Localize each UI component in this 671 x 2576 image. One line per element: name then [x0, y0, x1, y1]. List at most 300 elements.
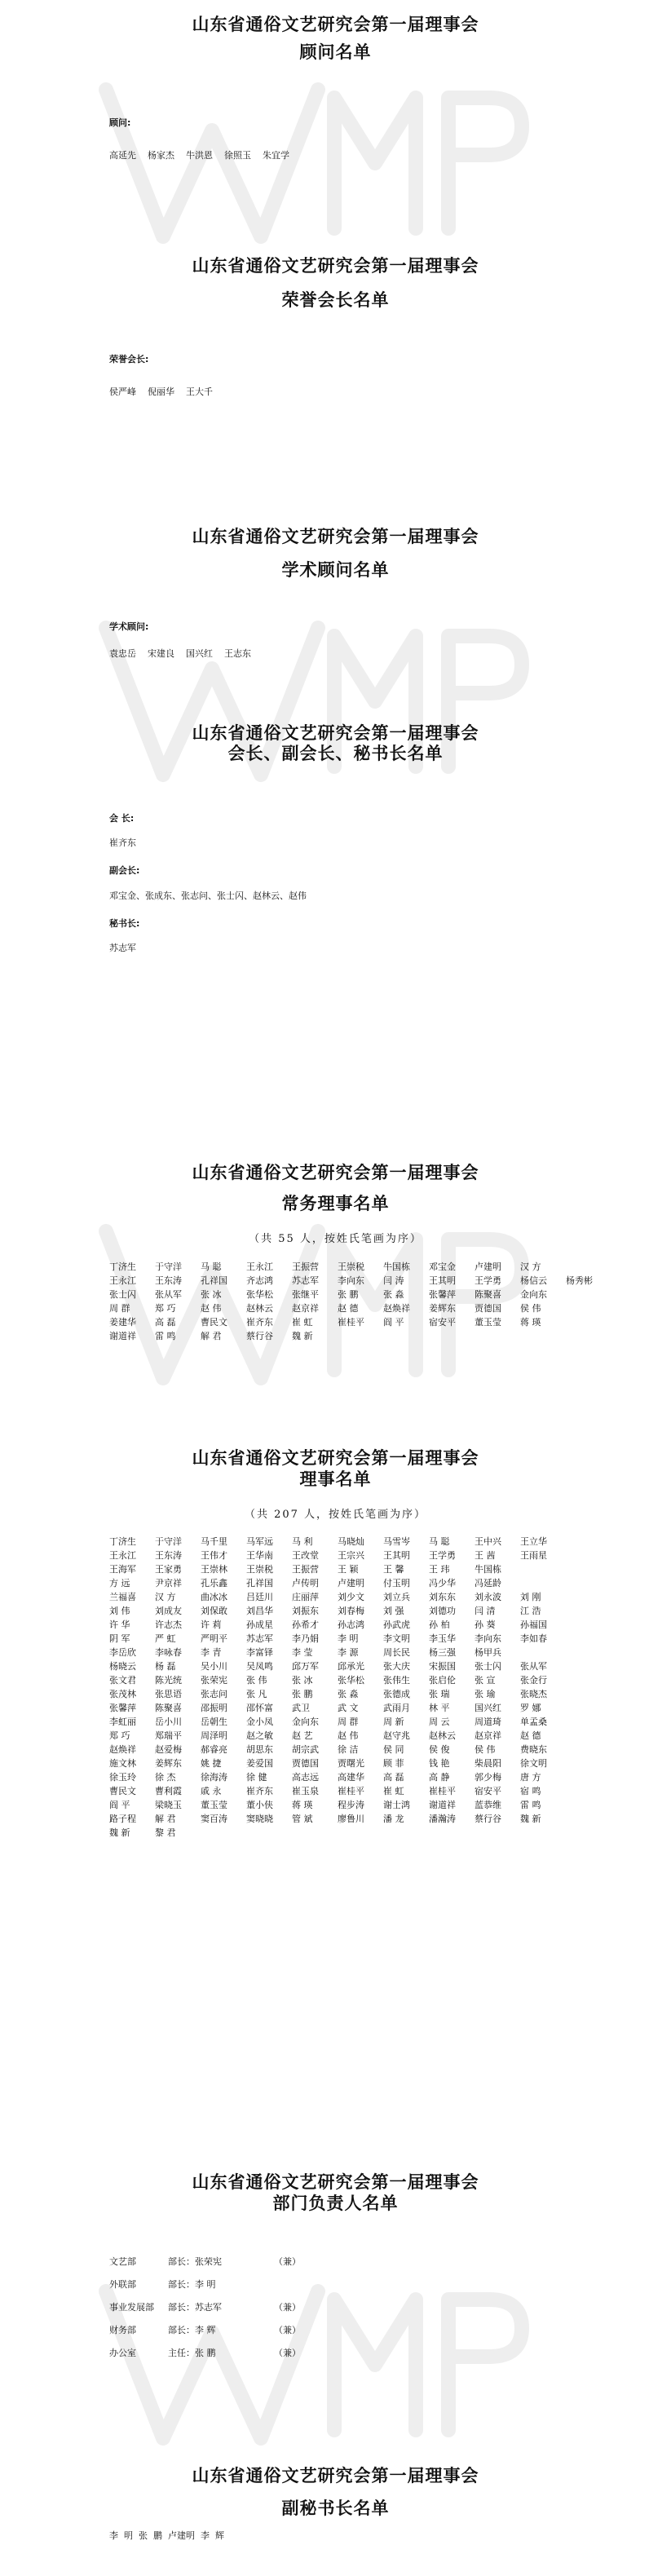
member-name: 林 平 — [429, 1703, 450, 1713]
member-name: 马 聪 — [429, 1536, 450, 1547]
member-name: 张士闪 — [109, 1289, 136, 1300]
member-name: 赵守兆 — [383, 1730, 410, 1741]
member-name: 马晓灿 — [338, 1536, 364, 1547]
member-name: 王华南 — [246, 1550, 273, 1561]
member-name: 徐 健 — [246, 1772, 267, 1783]
member-name: 岳朝生 — [201, 1717, 227, 1727]
member-name: 路子程 — [109, 1814, 136, 1824]
member-name: 罗 娜 — [520, 1703, 541, 1713]
member-name: 崔桂平 — [429, 1786, 456, 1796]
member-name: 马千里 — [201, 1536, 227, 1547]
member-name: 姜爱国 — [246, 1758, 273, 1769]
member-name: 汉 方 — [155, 1592, 176, 1602]
member-name: 吴小川 — [201, 1661, 227, 1672]
academic-names: 袁忠岳 宋建良 国兴红 王志东 — [109, 648, 251, 659]
member-name: 李咏春 — [155, 1647, 182, 1658]
member-name: 陈聚喜 — [475, 1289, 501, 1300]
member-name: 张 淼 — [383, 1289, 404, 1300]
department-note: （兼） — [274, 2256, 301, 2267]
member-name: 张启伦 — [429, 1675, 456, 1686]
member-name: 解 君 — [155, 1814, 176, 1824]
member-name: 卢建明 — [338, 1578, 364, 1588]
member-name: 江 浩 — [520, 1606, 541, 1616]
member-name: 刘 刚 — [520, 1592, 541, 1602]
member-name: 王立华 — [520, 1536, 547, 1547]
member-name: 庄丽萍 — [292, 1592, 319, 1602]
member-name: 贾德国 — [475, 1303, 501, 1314]
department-note: （兼） — [274, 2325, 301, 2335]
member-name: 王学勇 — [475, 1275, 501, 1286]
member-name: 侯 同 — [383, 1744, 404, 1755]
member-name: 高志远 — [292, 1772, 319, 1783]
name-row — [109, 1646, 566, 1659]
member-name: 金小凤 — [246, 1717, 273, 1727]
member-name: 闫 清 — [475, 1606, 496, 1616]
member-name: 杨晓云 — [109, 1661, 136, 1672]
member-name: 蔡行谷 — [246, 1331, 273, 1341]
name-row — [109, 1549, 566, 1562]
name-row — [109, 1288, 611, 1301]
member-name: 徐玉玲 — [109, 1772, 136, 1783]
member-name: 郑 巧 — [109, 1730, 130, 1741]
member-name: 牛国栋 — [475, 1564, 501, 1575]
member-name: 郭少梅 — [475, 1772, 501, 1783]
member-name: 费晓东 — [520, 1744, 547, 1755]
member-name: 陈聚喜 — [155, 1703, 182, 1713]
member-name: 张文君 — [109, 1675, 136, 1686]
member-name: 李如春 — [520, 1633, 547, 1644]
member-name: 邵怀富 — [246, 1703, 273, 1713]
member-name: 马军远 — [246, 1536, 273, 1547]
member-name: 张从军 — [155, 1289, 182, 1300]
member-name: 王家勇 — [155, 1564, 182, 1575]
member-name: 刘德功 — [429, 1606, 456, 1616]
member-name: 孙成星 — [246, 1619, 273, 1630]
member-name: 周 云 — [429, 1717, 450, 1727]
member-name: 阎 平 — [383, 1317, 404, 1328]
member-name: 王中兴 — [475, 1536, 501, 1547]
name-row — [109, 1274, 611, 1288]
honorary-title: 山东省通俗文艺研究会第一届理事会 — [192, 255, 479, 276]
member-name: 李 源 — [338, 1647, 359, 1658]
member-name: 高建华 — [338, 1772, 364, 1783]
member-name: 李虹丽 — [109, 1717, 136, 1727]
member-name: 魏 新 — [520, 1814, 541, 1824]
member-name: 魏 新 — [109, 1827, 130, 1838]
member-name: 赵之敏 — [246, 1730, 273, 1741]
member-name: 方 远 — [109, 1578, 130, 1588]
member-name: 刘 强 — [383, 1606, 404, 1616]
name-row — [109, 1535, 566, 1549]
member-name: 姜辉东 — [155, 1758, 182, 1769]
member-name: 李向东 — [338, 1275, 364, 1286]
department-head: 部长：苏志军 — [168, 2302, 222, 2313]
member-name: 赵爱梅 — [155, 1744, 182, 1755]
member-name: 吕廷川 — [246, 1592, 273, 1602]
member-name: 孙武虎 — [383, 1619, 410, 1630]
deputy-secretary-title: 山东省通俗文艺研究会第一届理事会 — [192, 2465, 479, 2485]
department-name: 文艺部 — [109, 2256, 136, 2267]
member-name: 王改堂 — [292, 1550, 319, 1561]
member-name: 许 华 — [109, 1619, 130, 1630]
member-name: 孙 柏 — [429, 1619, 450, 1630]
member-name: 李文明 — [383, 1633, 410, 1644]
member-name: 王 茜 — [475, 1550, 496, 1561]
member-name: 牛国栋 — [383, 1261, 410, 1272]
academic-subtitle: 学术顾问名单 — [281, 559, 390, 580]
member-name: 孙 葵 — [475, 1619, 496, 1630]
name-row — [109, 1315, 611, 1329]
member-name: 许 莉 — [201, 1619, 222, 1630]
department-name: 财务部 — [109, 2325, 136, 2335]
member-name: 张 瑞 — [429, 1689, 450, 1699]
member-name: 杨信云 — [520, 1275, 547, 1286]
member-name: 张大庆 — [383, 1661, 410, 1672]
member-name: 刘永波 — [475, 1592, 501, 1602]
member-name: 徐 洁 — [338, 1744, 359, 1755]
member-name: 邓宝金 — [429, 1261, 456, 1272]
name-row — [109, 1673, 566, 1687]
member-name: 董玉莹 — [475, 1317, 501, 1328]
member-name: 孔祥国 — [246, 1578, 273, 1588]
member-name: 高 磊 — [383, 1772, 404, 1783]
member-name: 冯延龄 — [475, 1578, 501, 1588]
member-name: 赵京祥 — [475, 1730, 501, 1741]
member-name: 姚 捷 — [201, 1758, 222, 1769]
member-name: 魏 新 — [292, 1331, 313, 1341]
honorary-label: 荣誉会长: — [109, 354, 149, 365]
name-row — [109, 1687, 566, 1701]
member-name: 岳小川 — [155, 1717, 182, 1727]
member-name: 张继平 — [292, 1289, 319, 1300]
leaders-title: 山东省通俗文艺研究会第一届理事会 — [192, 722, 479, 743]
member-name: 赵 伟 — [201, 1303, 222, 1314]
departments-title: 山东省通俗文艺研究会第一届理事会 — [192, 2172, 479, 2192]
member-name: 张 伟 — [246, 1675, 267, 1686]
member-name: 崔桂平 — [338, 1317, 364, 1328]
member-name: 窦百涛 — [201, 1814, 227, 1824]
member-name: 王雨星 — [520, 1550, 547, 1561]
wps-watermark-icon — [90, 571, 546, 815]
member-name: 王永江 — [246, 1261, 273, 1272]
member-name: 张 冰 — [292, 1675, 313, 1686]
member-name: 王永江 — [109, 1275, 136, 1286]
name-row — [109, 1329, 611, 1343]
advisors-subtitle: 顾问名单 — [299, 42, 372, 62]
department-row — [109, 2323, 301, 2346]
member-name: 孔乐鑫 — [201, 1578, 227, 1588]
academic-label: 学术顾问: — [109, 621, 149, 632]
member-name: 蒋 瑛 — [292, 1800, 313, 1810]
member-name: 宿安平 — [429, 1317, 456, 1328]
member-name: 刘 伟 — [109, 1606, 130, 1616]
member-name: 胡宗武 — [292, 1744, 319, 1755]
member-name: 王其明 — [383, 1550, 410, 1561]
member-name: 丁济生 — [109, 1536, 136, 1547]
member-name: 张馨萍 — [429, 1289, 456, 1300]
member-name: 尹京祥 — [155, 1578, 182, 1588]
member-name: 戚 永 — [201, 1786, 222, 1796]
member-name: 刘成友 — [155, 1606, 182, 1616]
member-name: 窦晓晓 — [246, 1814, 273, 1824]
member-name: 崔 虹 — [292, 1317, 313, 1328]
member-name: 张 冰 — [201, 1289, 222, 1300]
member-name: 单孟桑 — [520, 1717, 547, 1727]
member-name: 贾德国 — [292, 1758, 319, 1769]
member-name: 刘保敢 — [201, 1606, 227, 1616]
member-name: 马雪岑 — [383, 1536, 410, 1547]
member-name: 杨三强 — [429, 1647, 456, 1658]
member-name: 齐志鸿 — [246, 1275, 273, 1286]
vice-president-label: 副会长: — [109, 865, 140, 876]
name-row — [109, 1659, 566, 1673]
member-name: 邵振明 — [201, 1703, 227, 1713]
name-row — [109, 1743, 566, 1756]
member-name: 孙福国 — [520, 1619, 547, 1630]
name-row — [109, 1604, 566, 1618]
member-name: 贾曙光 — [338, 1758, 364, 1769]
council-subtitle: 理事名单 — [299, 1469, 372, 1489]
member-name: 程步涛 — [338, 1800, 364, 1810]
member-name: 周长民 — [383, 1647, 410, 1658]
member-name: 于守洋 — [155, 1261, 182, 1272]
member-name: 兰福喜 — [109, 1592, 136, 1602]
name-row — [109, 1770, 566, 1784]
member-name: 侯 俊 — [429, 1744, 450, 1755]
member-name: 赵 德 — [520, 1730, 541, 1741]
member-name: 李 青 — [201, 1647, 222, 1658]
member-name: 王振营 — [292, 1564, 319, 1575]
member-name: 胡思东 — [246, 1744, 273, 1755]
member-name: 徐 杰 — [155, 1772, 176, 1783]
member-name: 周道琦 — [475, 1717, 501, 1727]
member-name: 崔玉泉 — [292, 1786, 319, 1796]
member-name: 李 莹 — [292, 1647, 313, 1658]
member-name: 张伟生 — [383, 1675, 410, 1686]
member-name: 徐海涛 — [201, 1772, 227, 1783]
advisors-label: 顾问: — [109, 117, 131, 128]
member-name: 王 馨 — [383, 1564, 404, 1575]
member-name: 周 新 — [383, 1717, 404, 1727]
name-row — [109, 1701, 566, 1715]
department-row — [109, 2278, 301, 2300]
member-name: 姜辉东 — [429, 1303, 456, 1314]
member-name: 周 群 — [338, 1717, 359, 1727]
member-name: 苏志军 — [292, 1275, 319, 1286]
member-name: 金向东 — [520, 1289, 547, 1300]
member-name: 曹民文 — [109, 1786, 136, 1796]
member-name: 潘瀚涛 — [429, 1814, 456, 1824]
member-name: 邱万军 — [292, 1661, 319, 1672]
department-note: （兼） — [274, 2302, 301, 2313]
member-name: 郑 巧 — [155, 1303, 176, 1314]
name-row — [109, 1301, 611, 1315]
member-name: 刘立兵 — [383, 1592, 410, 1602]
academic-title: 山东省通俗文艺研究会第一届理事会 — [192, 526, 479, 546]
name-row — [109, 1562, 566, 1576]
member-name: 张金行 — [520, 1675, 547, 1686]
member-name: 李岳欣 — [109, 1647, 136, 1658]
name-row — [109, 1590, 566, 1604]
advisors-title: 山东省通俗文艺研究会第一届理事会 — [192, 14, 479, 34]
deputy-secretary-names: 李 明 张 鹏 卢建明 李 辉 — [109, 2530, 224, 2541]
member-name: 刘少文 — [338, 1592, 364, 1602]
member-name: 严 虹 — [155, 1633, 176, 1644]
member-name: 王宗兴 — [338, 1550, 364, 1561]
member-name: 陈光统 — [155, 1675, 182, 1686]
member-name: 李玉华 — [429, 1633, 456, 1644]
member-name: 赵 德 — [338, 1303, 359, 1314]
member-name: 潘 龙 — [383, 1814, 404, 1824]
member-name: 郑瑞平 — [155, 1730, 182, 1741]
member-name: 王振营 — [292, 1261, 319, 1272]
member-name: 蒋 瑛 — [520, 1317, 541, 1328]
member-name: 刘振东 — [292, 1606, 319, 1616]
member-name: 卢建明 — [475, 1261, 501, 1272]
member-name: 李 明 — [338, 1633, 359, 1644]
member-name: 李向东 — [475, 1633, 501, 1644]
member-name: 武 文 — [338, 1703, 359, 1713]
member-name: 武卫 — [292, 1703, 310, 1713]
member-name: 汉 方 — [520, 1261, 541, 1272]
name-row — [109, 1826, 566, 1840]
member-name: 赵京祥 — [292, 1303, 319, 1314]
secretary-general-name: 苏志军 — [109, 943, 136, 953]
member-name: 廖鲁川 — [338, 1814, 364, 1824]
member-name: 钱 艳 — [429, 1758, 450, 1769]
member-name: 张 鹏 — [292, 1689, 313, 1699]
member-name: 施文林 — [109, 1758, 136, 1769]
member-name: 王海军 — [109, 1564, 136, 1575]
member-name: 张 鹏 — [338, 1289, 359, 1300]
member-name: 董玉莹 — [201, 1800, 227, 1810]
member-name: 徐文明 — [520, 1758, 547, 1769]
member-name: 付玉明 — [383, 1578, 410, 1588]
member-name: 柴晨阳 — [475, 1758, 501, 1769]
member-name: 崔齐东 — [246, 1786, 273, 1796]
member-name: 邱承光 — [338, 1661, 364, 1672]
advisors-names: 高延先 杨家杰 牛洪恩 徐照玉 朱宜学 — [109, 150, 289, 161]
member-name: 管 斌 — [292, 1814, 313, 1824]
member-name: 崔 虹 — [383, 1786, 404, 1796]
department-name: 外联部 — [109, 2279, 136, 2290]
member-name: 张从军 — [520, 1661, 547, 1672]
member-name: 阴 军 — [109, 1633, 130, 1644]
member-name: 杨秀彬 — [566, 1275, 593, 1286]
department-row — [109, 2255, 301, 2278]
member-name: 闫 涛 — [383, 1275, 404, 1286]
member-name: 卢传明 — [292, 1578, 319, 1588]
member-name: 武雨月 — [383, 1703, 410, 1713]
member-name: 王永江 — [109, 1550, 136, 1561]
member-name: 高 磊 — [155, 1317, 176, 1328]
department-head: 部长：张荣宪 — [168, 2256, 222, 2267]
member-name: 曹利霞 — [155, 1786, 182, 1796]
member-name: 阎 平 — [109, 1800, 130, 1810]
member-name: 张晓杰 — [520, 1689, 547, 1699]
member-name: 马 利 — [292, 1536, 313, 1547]
vice-president-names: 邓宝金、张成东、张志问、张士闪、赵林云、赵伟 — [109, 890, 307, 901]
member-name: 侯 伟 — [520, 1303, 541, 1314]
department-note: （兼） — [274, 2348, 301, 2358]
name-row — [109, 1715, 566, 1729]
member-name: 赵焕祥 — [109, 1744, 136, 1755]
member-name: 金向东 — [292, 1717, 319, 1727]
member-name: 周 群 — [109, 1303, 130, 1314]
member-name: 蔡行谷 — [475, 1814, 501, 1824]
member-name: 雷 鸣 — [520, 1800, 541, 1810]
member-name: 许志杰 — [155, 1619, 182, 1630]
member-name: 苏志军 — [246, 1633, 273, 1644]
member-name: 王伟才 — [201, 1550, 227, 1561]
member-name: 董小侠 — [246, 1800, 273, 1810]
member-name: 王崇税 — [246, 1564, 273, 1575]
honorary-names: 侯严峰 倪丽华 王大千 — [109, 387, 213, 397]
member-name: 高 静 — [429, 1772, 450, 1783]
member-name: 孔祥国 — [201, 1275, 227, 1286]
department-name: 事业发展部 — [109, 2302, 154, 2313]
secretary-general-label: 秘书长: — [109, 918, 140, 929]
member-name: 王 颖 — [338, 1564, 359, 1575]
member-name: 宿安平 — [475, 1786, 501, 1796]
department-row — [109, 2300, 301, 2323]
member-name: 雷 鸣 — [155, 1331, 176, 1341]
member-name: 崔桂平 — [338, 1786, 364, 1796]
member-name: 张思语 — [155, 1689, 182, 1699]
member-name: 梁晓玉 — [155, 1800, 182, 1810]
member-name: 国兴红 — [475, 1703, 501, 1713]
department-head: 主任：张 鹏 — [168, 2348, 216, 2358]
member-name: 谢士鸿 — [383, 1800, 410, 1810]
member-name: 解 君 — [201, 1331, 222, 1341]
name-row — [109, 1618, 566, 1632]
member-name: 王学勇 — [429, 1550, 456, 1561]
deputy-secretary-subtitle: 副秘书长名单 — [281, 2498, 390, 2518]
president-label: 会 长: — [109, 813, 135, 824]
name-row — [109, 1576, 566, 1590]
member-name: 侯 伟 — [475, 1744, 496, 1755]
member-name: 丁济生 — [109, 1261, 136, 1272]
member-name: 张志问 — [201, 1689, 227, 1699]
member-name: 王东涛 — [155, 1550, 182, 1561]
president-name: 崔齐东 — [109, 837, 136, 848]
member-name: 宋振国 — [429, 1661, 456, 1672]
member-name: 顾 菲 — [383, 1758, 404, 1769]
council-members-grid — [109, 1535, 566, 1840]
member-name: 黎 君 — [155, 1827, 176, 1838]
member-name: 谢道祥 — [429, 1800, 456, 1810]
member-name: 张茂林 — [109, 1689, 136, 1699]
member-name: 崔齐东 — [246, 1317, 273, 1328]
council-note: （共 207 人，按姓氏笔画为序） — [244, 1509, 427, 1521]
member-name: 张德成 — [383, 1689, 410, 1699]
department-row — [109, 2346, 301, 2369]
member-name: 曲冰冰 — [201, 1592, 227, 1602]
member-name: 曹民文 — [201, 1317, 227, 1328]
name-row — [109, 1729, 566, 1743]
member-name: 张荣宪 — [201, 1675, 227, 1686]
member-name: 赵林云 — [429, 1730, 456, 1741]
member-name: 张士闪 — [475, 1661, 501, 1672]
member-name: 王崇林 — [201, 1564, 227, 1575]
member-name: 谢道祥 — [109, 1331, 136, 1341]
member-name: 王 玮 — [429, 1564, 450, 1575]
member-name: 周泽明 — [201, 1730, 227, 1741]
member-name: 冯少华 — [429, 1578, 456, 1588]
council-title: 山东省通俗文艺研究会第一届理事会 — [192, 1447, 479, 1468]
member-name: 姜建华 — [109, 1317, 136, 1328]
member-name: 李乃娟 — [292, 1633, 319, 1644]
